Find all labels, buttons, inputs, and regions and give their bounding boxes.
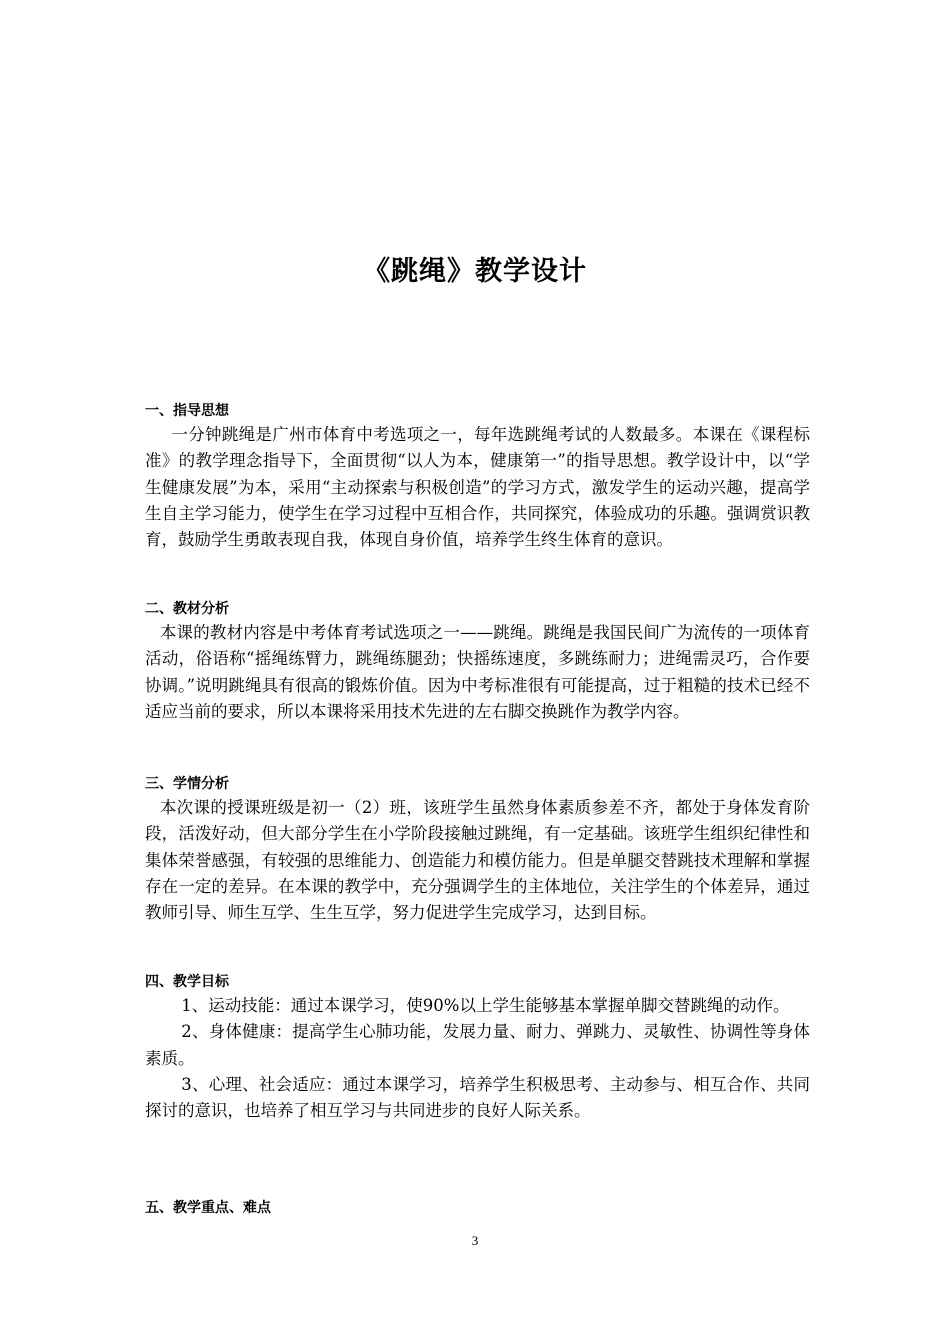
section-heading: 三、学情分析 <box>145 776 229 792</box>
page-number: 3 <box>471 1233 479 1248</box>
section-guiding-ideology <box>145 400 810 553</box>
section-heading: 五、教学重点、难点 <box>145 1200 271 1216</box>
section-heading: 二、教材分析 <box>145 601 229 617</box>
objective-item: 2、身体健康：提高学生心肺功能，发展力量、耐力、弹跳力、灵敏性、协调性等身体素质。 <box>145 1022 810 1068</box>
section-paragraph: 本次课的授课班级是初一（2）班，该班学生虽然身体素质参差不齐，都处于身体发育阶段，活泼好动，但大部分学生在小学阶段接触过跳绳，有一定基础。该班学生组织纪律性和集体荣誉感强，有较强的思维能力、创造能力和模仿能力。但是单腿交替跳技术理解和掌握存在一定的差异。在本课的教学中，充分强调学生的主体地位，关注学生的个体差异，通过教师引导、师生互学、生生互学，努力促进学生完成学习，达到目标。 <box>145 798 810 923</box>
section-material-analysis <box>145 598 810 725</box>
section-heading: 一、指导思想 <box>145 403 229 419</box>
section-student-analysis <box>145 773 810 926</box>
section-teaching-objectives <box>145 971 810 1124</box>
section-key-points <box>145 1197 810 1219</box>
objective-item: 3、心理、社会适应：通过本课学习，培养学生积极思考、主动参与、相互合作、共同探讨的意识，也培养了相互学习与共同进步的良好人际关系。 <box>145 1074 810 1121</box>
document-title: 《跳绳》教学设计 <box>363 256 587 287</box>
section-paragraph: 本课的教材内容是中考体育考试选项之一——跳绳。跳绳是我国民间广为流传的一项体育活动，俗语称“摇绳练臂力，跳绳练腿劲；快摇练速度，多跳练耐力；进绳需灵巧，合作要协调。”说明跳绳具有很高的锻炼价值。因为中考标准很有可能提高，过于粗糙的技术已经不适应当前的要求，所以本课将采用技术先进的左右脚交换跳作为教学内容。 <box>145 623 810 721</box>
section-paragraph: 一分钟跳绳是广州市体育中考选项之一，每年选跳绳考试的人数最多。本课在《课程标准》的教学理念指导下，全面贯彻“以人为本，健康第一”的指导思想。教学设计中，以“学生健康发展”为本，采用“主动探索与积极创造”的学习方式，激发学生的运动兴趣，提高学生自主学习能力，使学生在学习过程中互相合作，共同探究，体验成功的乐趣。强调赏识教育，鼓励学生勇敢表现自我，体现自身价值，培养学生终生体育的意识。 <box>145 425 810 550</box>
objective-item: 1、运动技能：通过本课学习，使90%以上学生能够基本掌握单脚交替跳绳的动作。 <box>181 996 790 1015</box>
section-heading: 四、教学目标 <box>145 974 229 990</box>
